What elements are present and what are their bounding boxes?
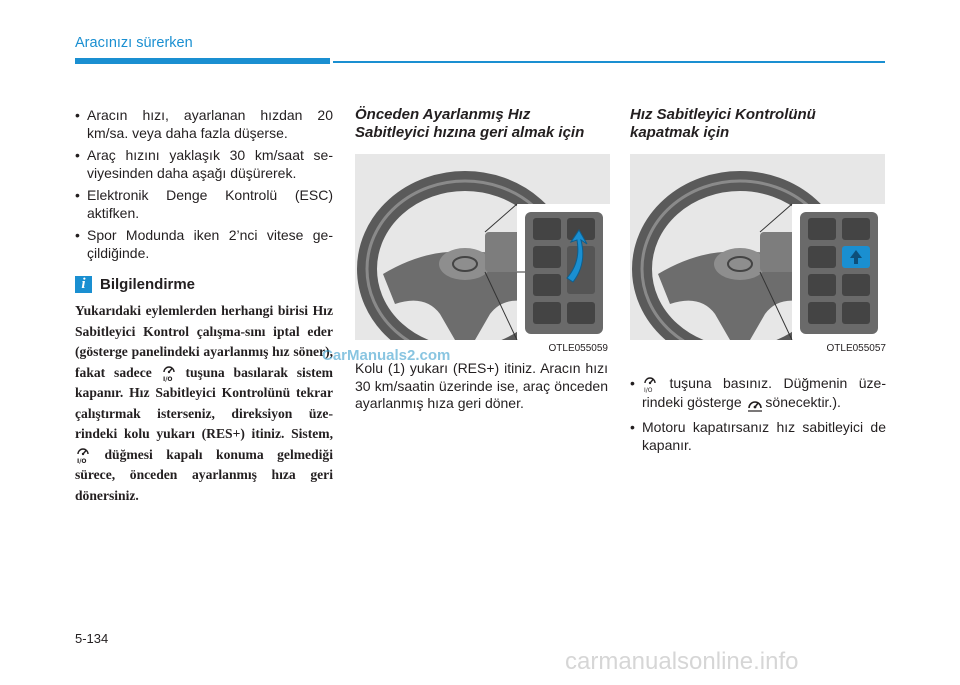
section-title-off: Hız Sabitleyici Kontrolünü kapatmak için xyxy=(630,106,816,141)
cruise-control-icon xyxy=(161,364,177,382)
bullet-text: tuşuna basınız. Düğmenin üze-rindeki gösterge xyxy=(642,375,887,410)
site-watermark: CarManuals2.com xyxy=(322,347,451,364)
steering-wheel-illustration xyxy=(630,154,885,340)
info-title: Bilgilendirme xyxy=(100,276,196,293)
cancel-conditions-list xyxy=(75,106,333,262)
left-column xyxy=(75,106,333,506)
info-text-2: tuşuna basılarak sistem kapanır. Hız Sabitleyici Kontrolünü tekrar çalıştırmak isterseniz, direksiyon üze-rindeki kolu yukarı (RES+) itiniz. Sistem, xyxy=(75,364,333,441)
figure-code: OTLE055059 xyxy=(548,343,608,354)
info-text-1: Yukarıdaki eylemlerden herhangi birisi Hız Sabitleyici Kontrol çalışma-sını iptal eder (gösterge panelindeki ayarlanmış hız söner), fakat sadece xyxy=(75,303,333,380)
cruise-indicator-icon xyxy=(746,396,762,414)
bullet-text: sönecektir.). xyxy=(765,394,841,410)
right-column xyxy=(630,106,886,458)
list-item: • Motoru kapatırsanız hız sabitleyici de kapanır. xyxy=(630,418,886,454)
info-body xyxy=(75,301,333,506)
section-header: Aracınızı sürerken xyxy=(75,35,193,51)
middle-column xyxy=(355,106,608,413)
list-item: • Araç hızını yaklaşık 30 km/saat se-viyesinden daha aşağı düşürerek. xyxy=(75,146,333,182)
cruise-control-icon xyxy=(75,446,91,464)
footer-watermark: carmanualsonline.info xyxy=(565,648,799,675)
section-title-resume: Önceden Ayarlanmış Hız Sabitleyici hızına geri almak için xyxy=(355,106,585,141)
info-icon: i xyxy=(75,276,92,293)
info-header xyxy=(75,276,333,293)
switch-off-list xyxy=(630,374,886,454)
svg-text:I/O: I/O xyxy=(162,375,173,382)
list-item xyxy=(630,374,886,414)
figure-code: OTLE055057 xyxy=(826,343,886,354)
cruise-control-icon xyxy=(642,375,658,393)
steering-wheel-illustration xyxy=(355,154,610,340)
info-text-3: düğmesi kapalı konuma gelmediği sürece, önceden ayarlanmış hıza geri dönersiniz. xyxy=(75,446,333,503)
resume-instructions: Kolu (1) yukarı (RES+) itiniz. Aracın hızı 30 km/saatin üzerinde ise, araç önceden ayarlanmış hıza geri döner. xyxy=(355,360,608,411)
svg-text:I/O: I/O xyxy=(77,457,87,464)
list-item: • Spor Modunda iken 2’nci vitese ge-çildiğinde. xyxy=(75,226,333,262)
header-rule-thick xyxy=(75,58,330,64)
list-item: • Elektronik Denge Kontrolü (ESC) aktifken. xyxy=(75,186,333,222)
header-rule-thin xyxy=(333,61,885,63)
svg-text:I/O: • I/O xyxy=(644,387,653,393)
list-item: • Aracın hızı, ayarlanan hızdan 20 km/sa. veya daha fazla düşerse. xyxy=(75,106,333,142)
page-number: 5-134 xyxy=(75,631,109,646)
